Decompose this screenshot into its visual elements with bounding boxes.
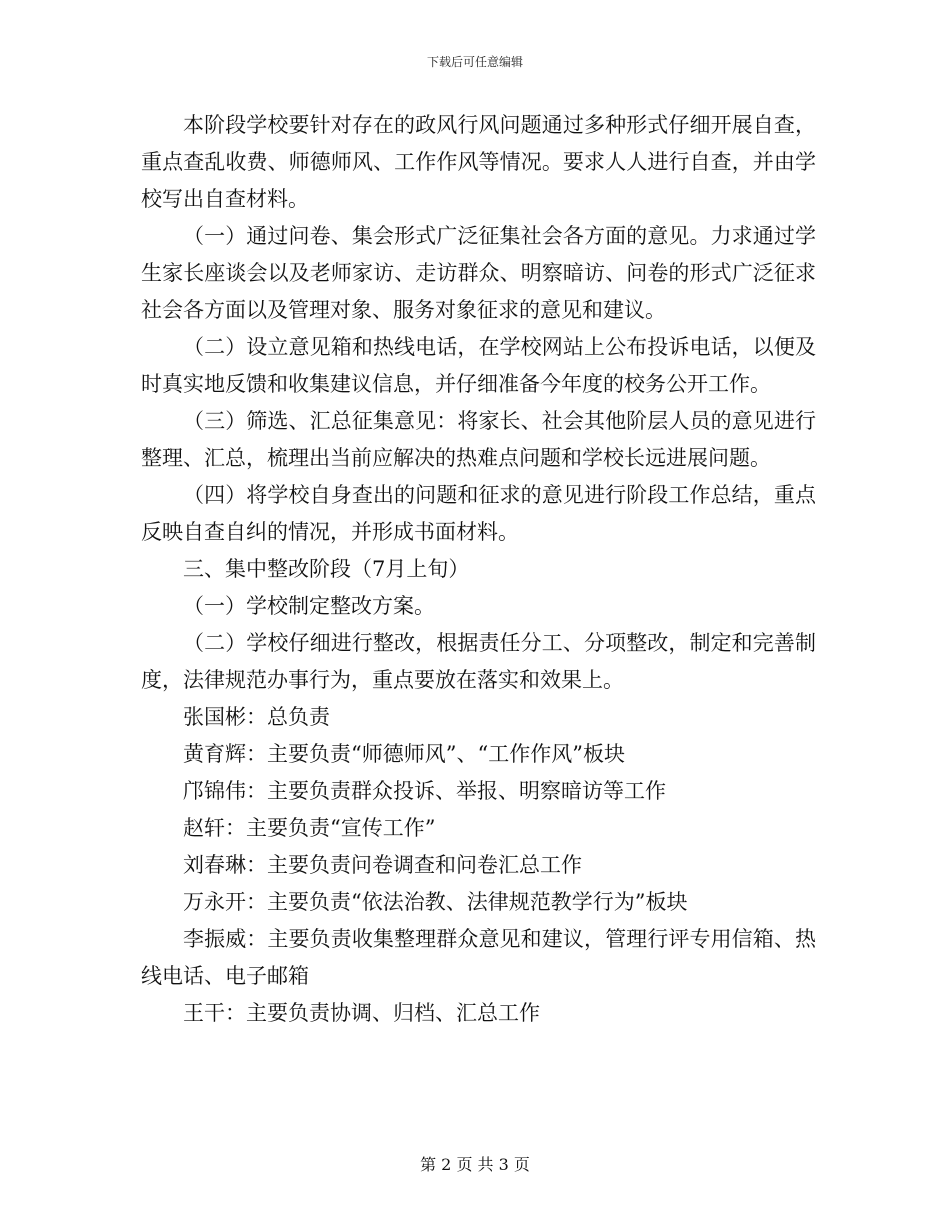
responsibility-line: 万永开：主要负责“依法治教、法律规范教学行为”板块 — [183, 890, 688, 914]
paragraph-item-4: （四）将学校自身查出的问题和征求的意见进行阶段工作总结，重点反映自查自纠的情况，并形成书面材料。 — [141, 483, 816, 544]
responsibility-line: 王干：主要负责协调、归档、汇总工作 — [183, 1001, 540, 1025]
document-body — [141, 107, 816, 1032]
responsibility-line: 张国彬：总负责 — [183, 705, 330, 729]
responsibility-line: 邝锦伟：主要负责群众投诉、举报、明察暗访等工作 — [183, 779, 666, 803]
paragraph-rectification-2: （二）学校仔细进行整改，根据责任分工、分项整改，制定和完善制度，法律规范办事行为，重点要放在落实和效果上。 — [141, 631, 816, 692]
responsibility-line: 赵轩：主要负责“宣传工作” — [183, 816, 436, 840]
paragraph-item-2: （二）设立意见箱和热线电话，在学校网站上公布投诉电话，以便及时真实地反馈和收集建议信息，并仔细准备今年度的校务公开工作。 — [141, 335, 816, 396]
paragraph-item-3: （三）筛选、汇总征集意见：将家长、社会其他阶层人员的意见进行整理、汇总，梳理出当前应解决的热难点问题和学校长远进展问题。 — [141, 409, 816, 470]
paragraph-item-1: （一）通过问卷、集会形式广泛征集社会各方面的意见。力求通过学生家长座谈会以及老师家访、走访群众、明察暗访、问卷的形式广泛征求社会各方面以及管理对象、服务对象征求的意见和建议。 — [141, 224, 816, 322]
section-heading: 三、集中整改阶段（7月上旬） — [183, 557, 470, 581]
responsibility-line: 李振威：主要负责收集整理群众意见和建议，管理行评专用信箱、热线电话、电子邮箱 — [141, 927, 816, 988]
page-header: 下载后可任意编辑 — [426, 55, 523, 69]
responsibility-line: 刘春琳：主要负责问卷调查和问卷汇总工作 — [183, 853, 582, 877]
page-number: 第 2 页 共 3 页 — [420, 1155, 530, 1174]
paragraph-rectification-1: （一）学校制定整改方案。 — [183, 594, 435, 618]
responsibility-line: 黄育辉：主要负责“师德师风”、“工作作风”板块 — [183, 742, 625, 766]
paragraph-self-inspection: 本阶段学校要针对存在的政风行风问题通过多种形式仔细开展自查，重点查乱收费、师德师风、工作作风等情况。要求人人进行自查，并由学校写出自查材料。 — [141, 113, 816, 211]
